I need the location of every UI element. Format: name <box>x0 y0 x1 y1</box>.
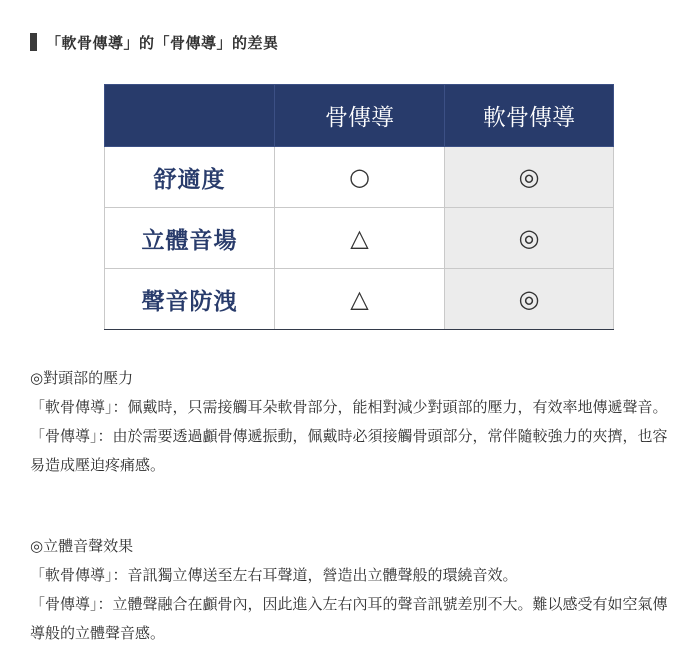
rating-cell <box>275 208 445 269</box>
header-corner-cell <box>105 85 275 147</box>
paragraph-cartilage: 「軟骨傳導」：佩戴時，只需接觸耳朵軟骨部分，能相對減少對頭部的壓力，有效率地傳遞聲音。 <box>30 398 668 416</box>
rating-symbol: △ <box>350 285 369 313</box>
table-row <box>105 208 614 269</box>
table-row <box>105 147 614 208</box>
section-head-pressure <box>30 364 680 480</box>
paragraph-cartilage: 「軟骨傳導」：音訊獨立傳送至左右耳聲道，營造出立體聲般的環繞音效。 <box>30 566 518 584</box>
row-label-comfort: 舒適度 <box>105 147 275 208</box>
rating-cell <box>445 269 614 330</box>
rating-cell <box>445 147 614 208</box>
rating-symbol: ◎ <box>518 285 540 313</box>
section-title: ◎立體音聲效果 <box>30 537 134 555</box>
heading-marker <box>30 33 37 51</box>
rating-cell <box>275 269 445 330</box>
header-cartilage-conduction: 軟骨傳導 <box>445 85 614 147</box>
row-label-sound-leakage: 聲音防洩 <box>105 269 275 330</box>
section-title: ◎對頭部的壓力 <box>30 369 134 387</box>
rating-cell <box>275 147 445 208</box>
table-row <box>105 269 614 330</box>
rating-symbol: △ <box>350 224 369 252</box>
header-bone-conduction: 骨傳導 <box>275 85 445 147</box>
comparison-table <box>104 84 614 330</box>
row-label-stereo-field: 立體音場 <box>105 208 275 269</box>
section-heading <box>30 30 279 54</box>
rating-symbol: ◎ <box>518 224 540 252</box>
paragraph-bone: 「骨傳導」：由於需要透過顱骨傳遞振動，佩戴時必須接觸骨頭部分，常伴隨較強力的夾擠，也容易造成壓迫疼痛感。 <box>30 427 668 474</box>
table-header-row <box>105 85 614 147</box>
rating-symbol: ◎ <box>518 163 540 191</box>
rating-cell <box>445 208 614 269</box>
paragraph-bone: 「骨傳導」：立體聲融合在顱骨內，因此進入左右內耳的聲音訊號差別不大。難以感受有如空氣傳導般的立體聲音感。 <box>30 595 668 642</box>
section-stereo-effect <box>30 532 680 648</box>
heading-title: 「軟骨傳導」的「骨傳導」的差異 <box>46 33 279 52</box>
rating-symbol: ○ <box>349 163 370 191</box>
